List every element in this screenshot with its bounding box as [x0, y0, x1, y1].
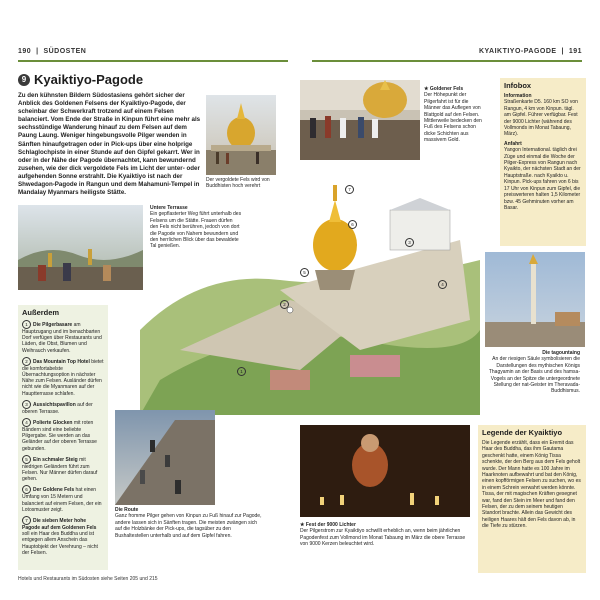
ausserdem-item-title: Ein schmaler Steig	[33, 456, 78, 463]
ausserdem-item-number: 3	[22, 400, 31, 409]
ausserdem-item	[22, 320, 104, 354]
ausserdem-item-title: Polierte Glocken	[33, 420, 73, 427]
ausserdem-item-title: Die Pilgerbasare	[33, 322, 73, 328]
ausserdem-item-text: hat einen Umfang von 15 Metern und balanciert auf einem Felsen, der ein Lotosmuster zeigt.	[22, 487, 102, 513]
ausserdem-item-number: 4	[22, 418, 31, 427]
map-callout-4: 4	[438, 280, 447, 289]
landscape-photo	[18, 205, 143, 290]
map-callout-3: 3	[405, 238, 414, 247]
title-badge: 9	[18, 74, 30, 86]
festival-photo-illustration	[300, 425, 470, 517]
right-section-name: KYAIKTIYO-PAGODE	[478, 48, 557, 55]
festival-text: Der Pilgerstrom zur Kyaiktiyo schwillt erheblich an, wenn beim jährlichen Pagodenfest zum Vollmond im Monat Tabaung im März die obere Terrasse von 9000 Kerzen beleuchtet wird.	[300, 528, 466, 548]
golden-rock-photo-illustration	[206, 95, 276, 175]
route-title: Die Route	[115, 507, 139, 513]
golden-rock-photo-caption: Der vergoldete Fels wird von Buddhisten hoch verehrt	[206, 177, 270, 190]
page-footer: Hotels und Restaurants im Südosten siehe Seiten 205 und 215	[18, 576, 158, 582]
pilgrims-photo	[300, 80, 420, 160]
right-page-number: 191	[568, 48, 582, 55]
ausserdem-item-title: Das Mountain Top Hotel	[33, 358, 90, 365]
tagountaing-title: Die tagountaing	[542, 350, 580, 356]
ausserdem-item-title: Aussichtspavillon	[33, 401, 76, 408]
tagountaing-photo	[485, 252, 585, 347]
tagountaing-photo-illustration	[485, 252, 585, 347]
festival-photo	[300, 425, 470, 517]
ausserdem-item-text: mit niedrigen Geländern führt zum Felsen. Nur Männer dürfen darauf gehen.	[22, 456, 98, 483]
map-callout-6: 6	[348, 220, 357, 229]
ausserdem-item-text: auf der oberen Terrasse.	[22, 401, 93, 415]
infobox-information-text: Straßenkarte D5. 160 km SO von Rangun, 4 km von Kinpun. tägl. am Gipfel. Führer verfügbar. Fest der 9000 Lichter (während des Vollmonds im Monat Tabaung, März).	[504, 99, 578, 138]
lower-terrace-title: Untere Terrasse	[150, 205, 188, 211]
ausserdem-item-number: 7	[22, 516, 31, 525]
right-header-rule	[312, 60, 582, 62]
ausserdem-item-number: 6	[22, 485, 31, 494]
legend-title: Legende der Kyaiktiyo	[482, 428, 563, 437]
ausserdem-item-title: Die sieben Meter hohe Pagode auf dem Goldenen Fels	[22, 518, 97, 532]
ausserdem-item	[22, 455, 104, 483]
golden-rock-feature	[424, 86, 482, 144]
page-title	[18, 72, 143, 87]
route-photo-illustration	[115, 410, 215, 505]
map-callout-1: 1	[237, 367, 246, 376]
ausserdem-item-title: Der Goldene Fels	[33, 487, 75, 494]
ausserdem-item-number: 1	[22, 320, 31, 329]
ausserdem-list	[18, 320, 108, 556]
legend-text: Die Legende erzählt, dass ein Eremit das Haar des Buddha, das ihm Gautama geschenkt hatte, einem König Tissa schenkte, der den Berg aus dem Fels geholt wurde. Der Mann hatte es 100 Jahre im Haarknoten aufbewahrt und bat den König, einen kopfförmigen Felsen zu suchen, wo es in einem Schrein verwahrt werden könnte. Tissa, der mit magischen Kräften gesegnet war, fand den Stein im Meer und fand den Felsen, der zu dem seinem heutigen Standort brachte. Allein das Gewicht des heiligen Haares hält den Fels davon ab, in die Tiefe zu stürzen.	[482, 440, 581, 530]
infobox-information-label: Information	[504, 93, 532, 99]
tagountaing-text: An der riesigen Säule symbolisieren die Darstellungen des mythischen Königs Thagyamin an der Basis und des hamsa-Vogels an der Spitze die untergeordnete Stellung der nat-Geister im Theravada-Buddhismus.	[488, 356, 580, 395]
ausserdem-item-text: mit roten Bändern sind eine beliebte Pilgergabe. Sie werden an das Geländer auf der oberen Terrasse gebunden.	[22, 420, 97, 452]
golden-rock-feature-text: Der Höhepunkt der Pilgerfahrt ist für die Männer das Auflegen von Blattgold auf den Felsen. Mittlerweile bedecken den Fuß des Felsens schon dicke Schichten aus massivem Gold.	[424, 92, 482, 144]
tagountaing-feature	[480, 350, 580, 395]
ausserdem-item-text: bietet die komfortabelste Übernachtungsoption in nächster Nähe zum Felsen. Ausländer dürfen nicht wie die Myanmaren auf der Hauptterrasse schlafen.	[22, 358, 104, 397]
pilgrims-photo-illustration	[300, 80, 420, 160]
ausserdem-item-number: 5	[22, 455, 31, 464]
map-callout-5: 5	[300, 268, 309, 277]
ausserdem-box	[18, 305, 108, 570]
ausserdem-item	[22, 400, 104, 415]
left-section-name: SÜDOSTEN	[43, 48, 87, 55]
ausserdem-item-text: am Hauptzugang und im benachbarten Dorf verfügen über Restaurants und Läden, die Obst, Blumen und Weihrauch verkaufen.	[22, 322, 102, 354]
golden-rock-feature-title: ★ Goldener Fels	[424, 86, 464, 92]
ausserdem-item	[22, 485, 104, 513]
left-page-number: 190	[18, 48, 32, 55]
map-callout-7: 7	[345, 185, 354, 194]
ausserdem-item	[22, 516, 104, 556]
ausserdem-item-text: soll ein Haar des Buddha und ist entgegen allem Anschein das Hauptobjekt der Verehrung – nicht der Felsen.	[22, 531, 98, 556]
pagoda-illustration-drawing	[140, 180, 480, 415]
ausserdem-title: Außerdem	[22, 308, 60, 317]
map-callout-2: 2	[280, 300, 289, 309]
festival-feature	[300, 522, 470, 548]
ausserdem-item	[22, 357, 104, 397]
legend-box	[478, 425, 586, 573]
infobox-arrival-label: Anfahrt	[504, 140, 522, 147]
left-header-rule	[18, 60, 288, 62]
infobox	[500, 78, 586, 246]
left-page-header: 190 | SÜDOSTEN	[18, 48, 87, 55]
route-text: Ganz fromme Pilger gehen von Kinpun zu Fuß hinauf zur Pagode, andere lassen sich in Sänften tragen. Die meisten zwängen sich auf die Holzbänke der Pick-ups, die tagsüber zu den Bushaltestellen unterhalb und auf dem Gipfel fahren.	[115, 513, 262, 539]
festival-title: ★ Fest der 9000 Lichter	[300, 522, 356, 528]
infobox-title: Infobox	[504, 81, 532, 90]
pagoda-illustration	[140, 180, 480, 415]
ausserdem-item	[22, 418, 104, 452]
ausserdem-item-number: 2	[22, 357, 31, 366]
intro-text: Zu den kühnsten Bildern Südostasiens gehört sicher der Anblick des Goldenen Felsens der Kyaiktiyo-Pagode, der scheinbar der Schwerkraft trotzend auf einem Felsen balanciert. Vom Ende der Straße in Kinpun führt eine mehr als sechsstündige Wanderung hinauf zu dem Felsen auf dem Paung Laung. Weniger hingebungsvolle Pilger wenden in Sänften hinaufgetragen oder in Pick-ups über eine holprige Schlaglochpiste in einer Stunde auf den Gipfel gekarrt. Wer in oder in der Nähe der Pagode übernachtet, kann bewundernd zusehen, wie der dick vergoldete Fels im Licht der unter- oder aufgehenden Sonne erstrahlt. Die Kyaiktiyo ist nach der Shwedagon-Pagode in Rangun und dem Mahamuni-Tempel in Mandalay Myanmars heiligste Stätte.	[18, 92, 201, 197]
route-photo	[115, 410, 215, 505]
title-text: Kyaiktiyo-Pagode	[34, 72, 144, 87]
infobox-arrival-text: Yangon International. täglich drei Züge und einmal die Woche der Pilger-Express von Rangun nach Kyaikto, der nächsten Stadt an der Hauptstraße. nach Kyaikto u. Kinpun. Pick-ups fahren von 6 bis 17 Uhr von Kinpun zum Gipfel, die preiswerteren halten 1,5 Kilometer bzw. 45 Gehminuten vorher am Basar.	[504, 147, 581, 211]
landscape-photo-illustration	[18, 205, 143, 290]
route-feature	[115, 507, 265, 539]
golden-rock-photo	[206, 95, 276, 175]
lower-terrace-text: Ein gepflasterter Weg führt unterhalb des Felsens um die Stätte. Frauen dürfen den Fels nicht berühren, jedoch von dort die Pagode von Nahem bewundern und den herrlichen Blick über das bewaldete Tal genießen.	[150, 211, 242, 250]
right-page-header: KYAIKTIYO-PAGODE | 191	[478, 48, 582, 55]
